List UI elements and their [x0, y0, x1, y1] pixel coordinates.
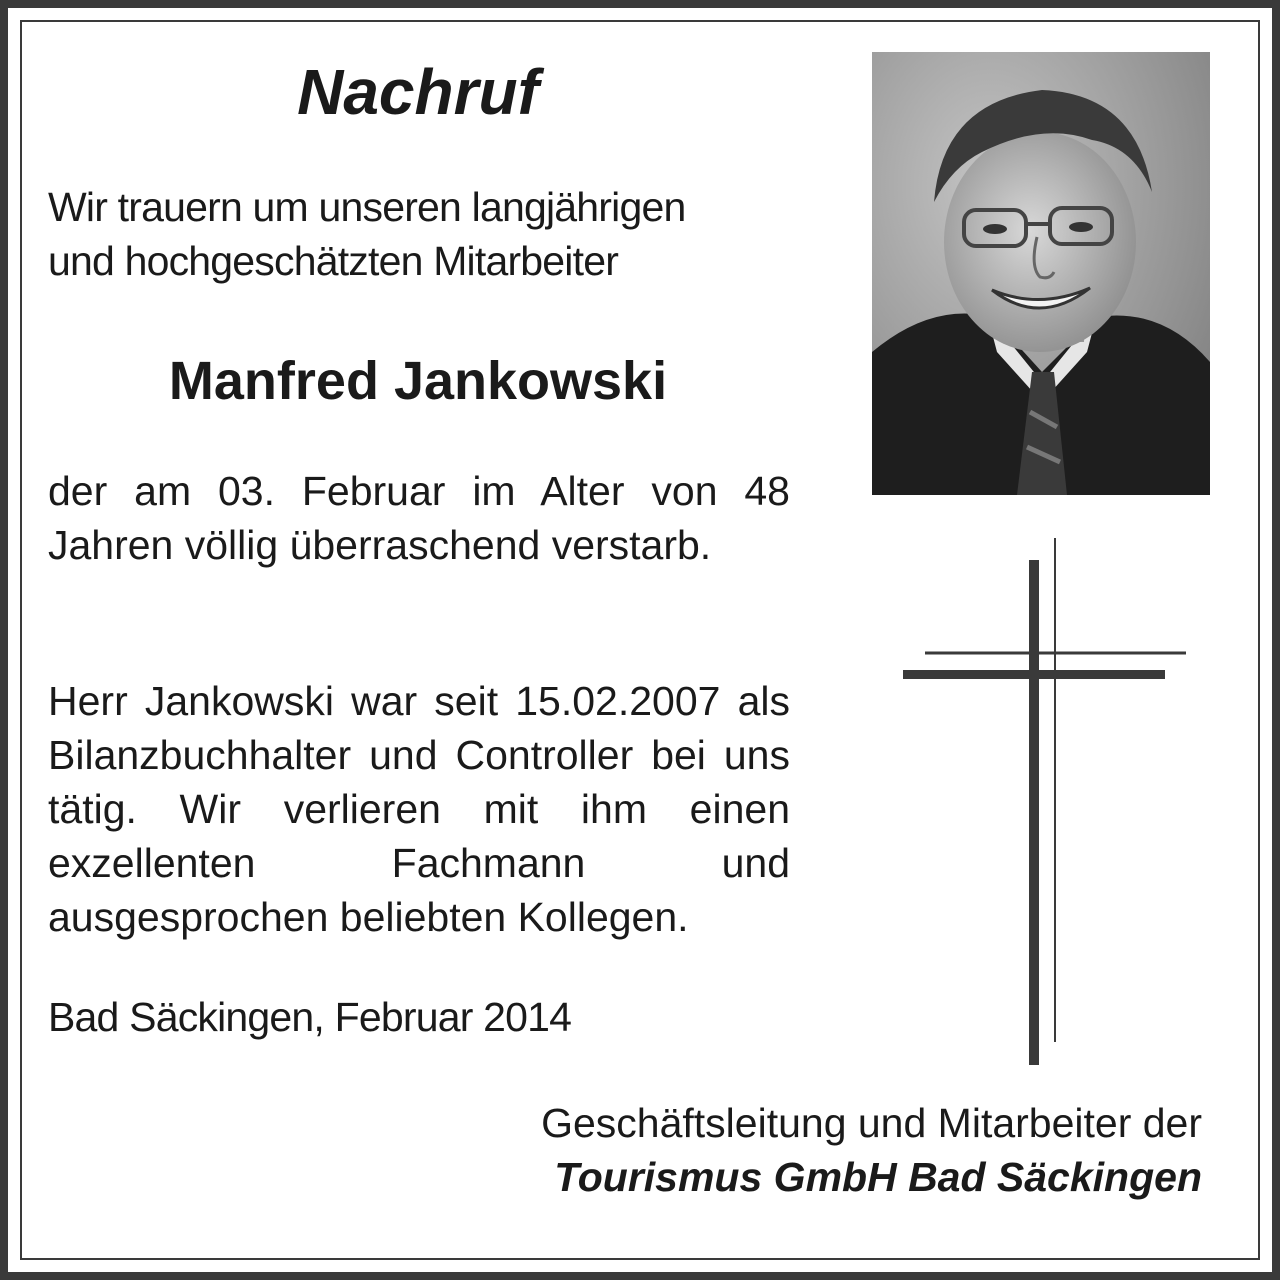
place-and-date: Bad Säckingen, Februar 2014: [48, 994, 572, 1040]
deceased-name: Manfred Jankowski: [168, 351, 668, 411]
signature-line-1: Geschäftsleitung und Mitarbeiter der: [541, 1100, 1202, 1146]
obituary-title: Nachruf: [297, 56, 539, 128]
portrait-photo: [872, 52, 1210, 495]
cross-vertical-beam: [1029, 560, 1039, 1065]
cross-symbol: [890, 530, 1200, 1070]
intro-line-1: Wir trauern um unseren langjährigen: [48, 184, 686, 230]
death-notice-paragraph: der am 03. Februar im Alter von 48 Jahren völlig überraschend verstarb.: [48, 468, 790, 568]
career-paragraph: Herr Jankowski war seit 15.02.2007 als Bilanzbuchhalter und Controller bei uns tätig. Wir verlieren mit ihm einen exzellenten Fachmann und ausgesprochen beliebten Kollegen.: [48, 678, 790, 940]
cross-horizontal-beam: [903, 670, 1165, 679]
signature-block: [422, 1096, 1202, 1204]
intro-text: [48, 180, 808, 288]
intro-line-2: und hochgeschätzten Mitarbeiter: [48, 238, 619, 284]
signature-company: Tourismus GmbH Bad Säckingen: [554, 1154, 1202, 1200]
